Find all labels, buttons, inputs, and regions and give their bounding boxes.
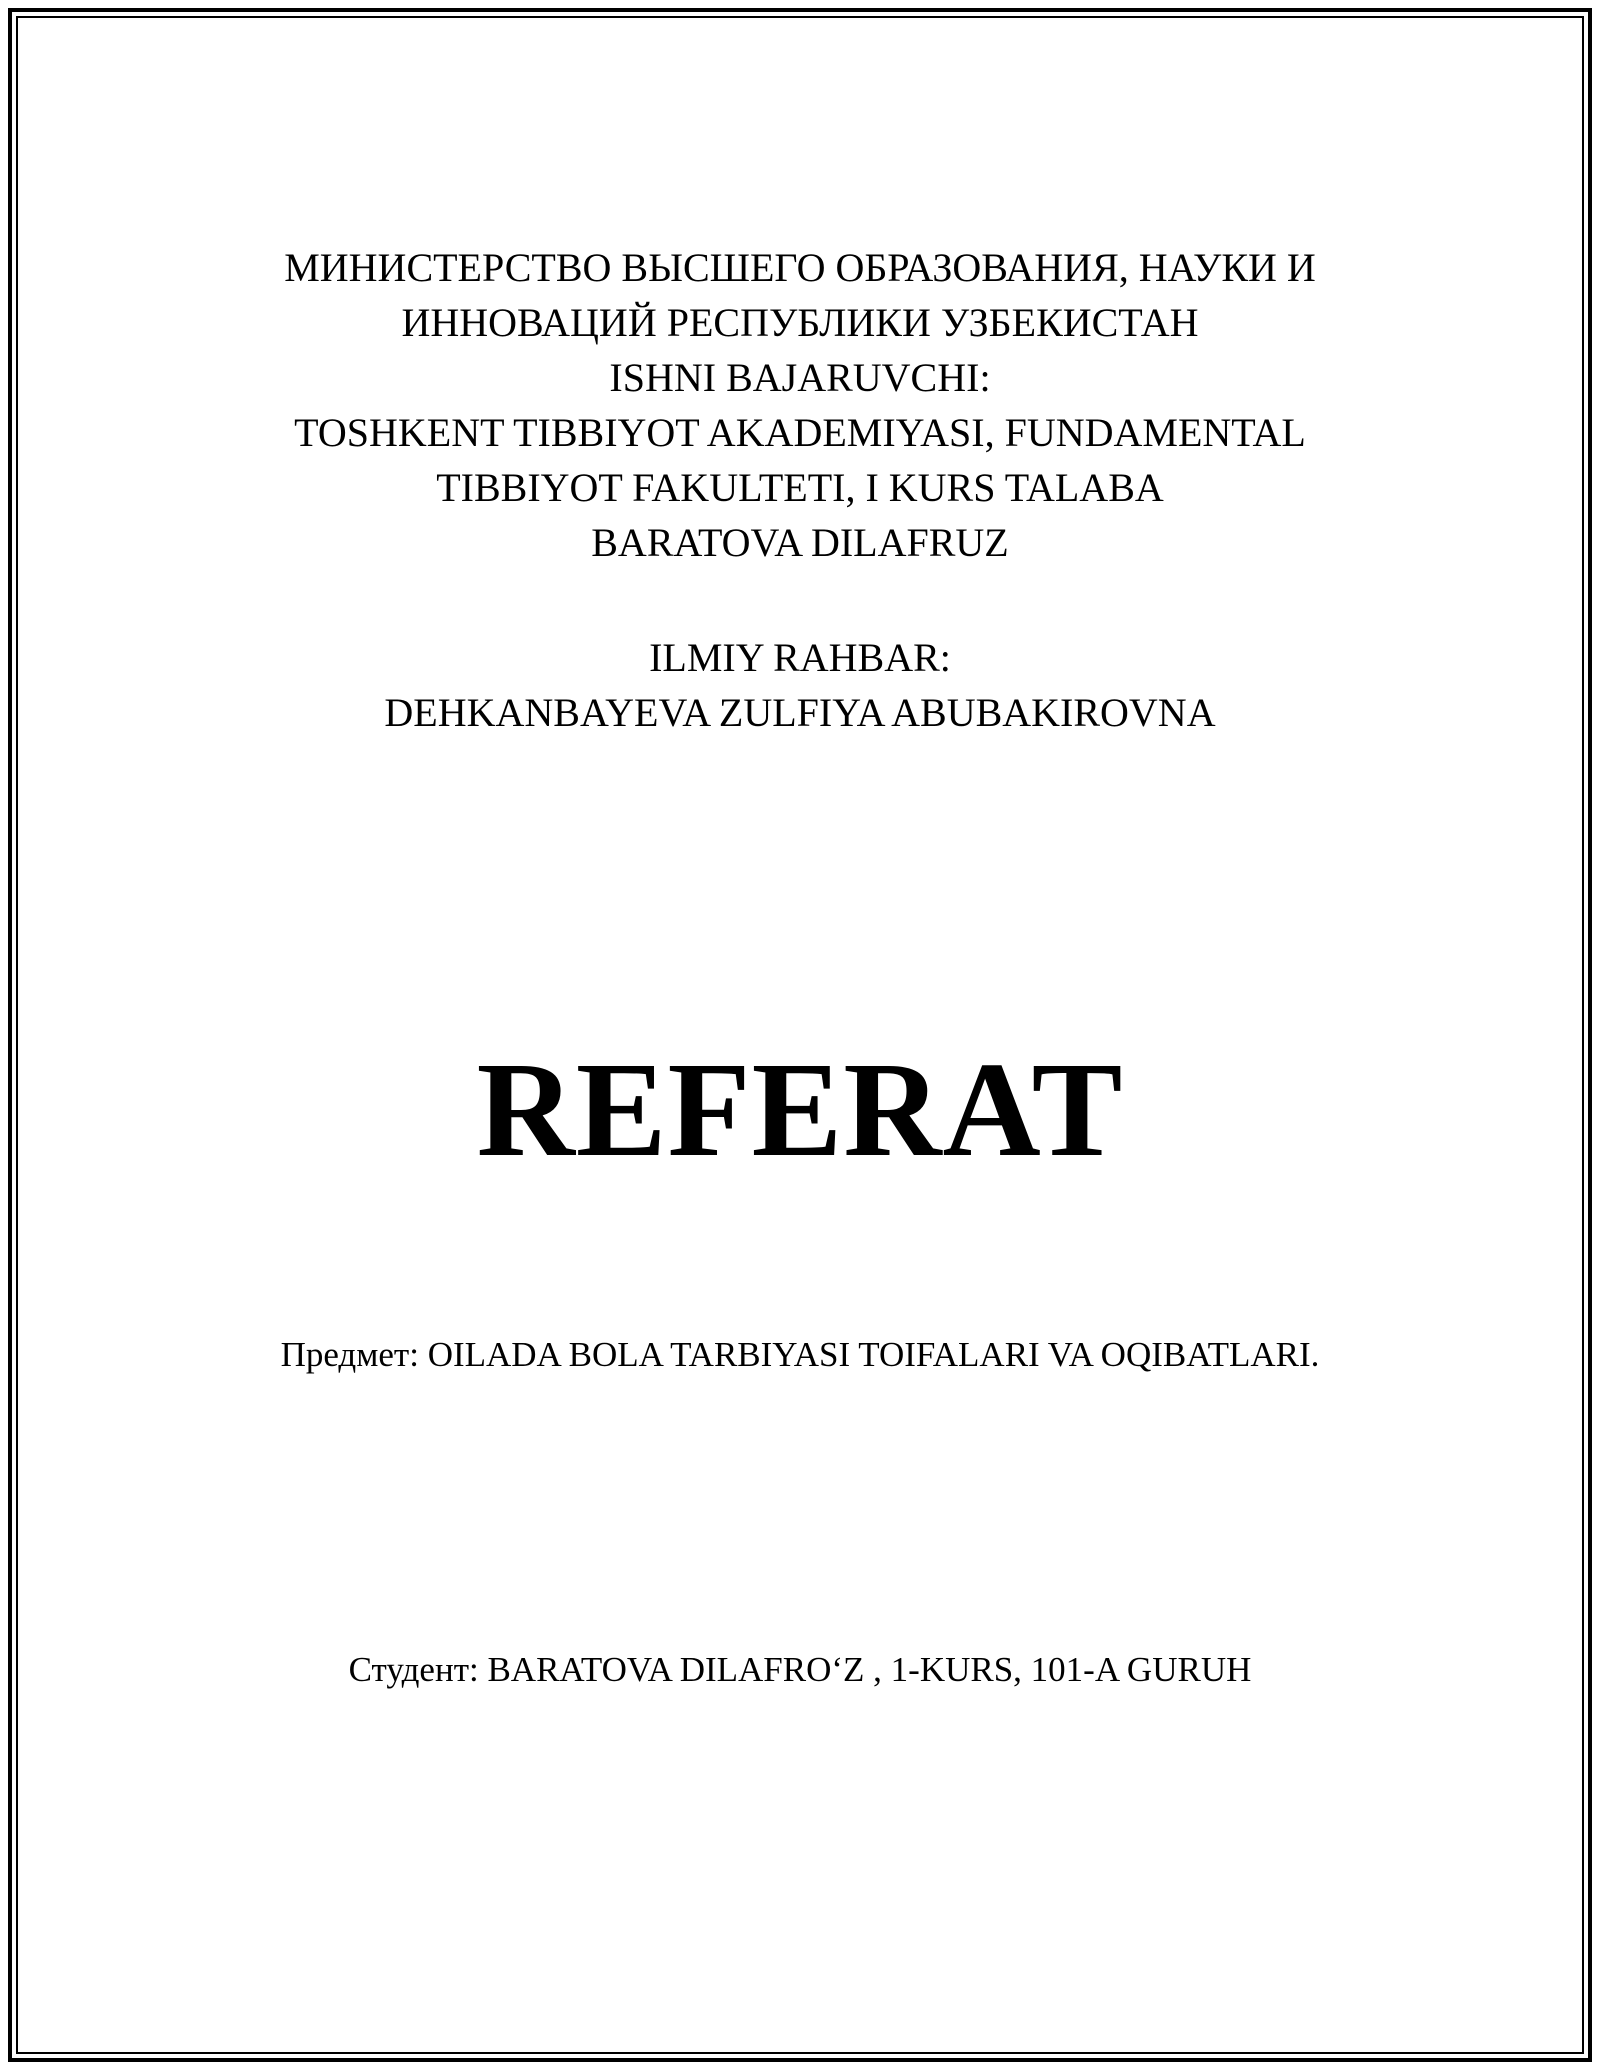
advisor-name: DEHKANBAYEVA ZULFIYA ABUBAKIROVNA xyxy=(384,690,1216,735)
subject-line: Предмет: OILADA BOLA TARBIYASI TOIFALARI VA OQIBATLARI. xyxy=(280,1335,1320,1374)
header-line: ISHNI BAJARUVCHI: xyxy=(609,355,991,400)
header-line: TOSHKENT TIBBIYOT AKADEMIYASI, FUNDAMENTAL xyxy=(294,410,1306,455)
header-line: TIBBIYOT FAKULTETI, I KURS TALABA xyxy=(436,465,1164,510)
header-line: BARATOVA DILAFRUZ xyxy=(591,520,1009,565)
header-line: МИНИСТЕРСТВО ВЫСШЕГО ОБРАЗОВАНИЯ, НАУКИ И xyxy=(284,245,1316,290)
advisor-label: ILMIY RAHBAR: xyxy=(649,635,951,680)
student-line: Студент: BARATOVA DILAFRO‘Z , 1-KURS, 101-A GURUH xyxy=(348,1650,1252,1689)
institution-header xyxy=(100,240,1500,570)
advisor-block xyxy=(100,630,1500,740)
header-line: ИННОВАЦИЙ РЕСПУБЛИКИ УЗБЕКИСТАН xyxy=(401,300,1199,345)
document-title: REFERAT xyxy=(476,1035,1124,1185)
